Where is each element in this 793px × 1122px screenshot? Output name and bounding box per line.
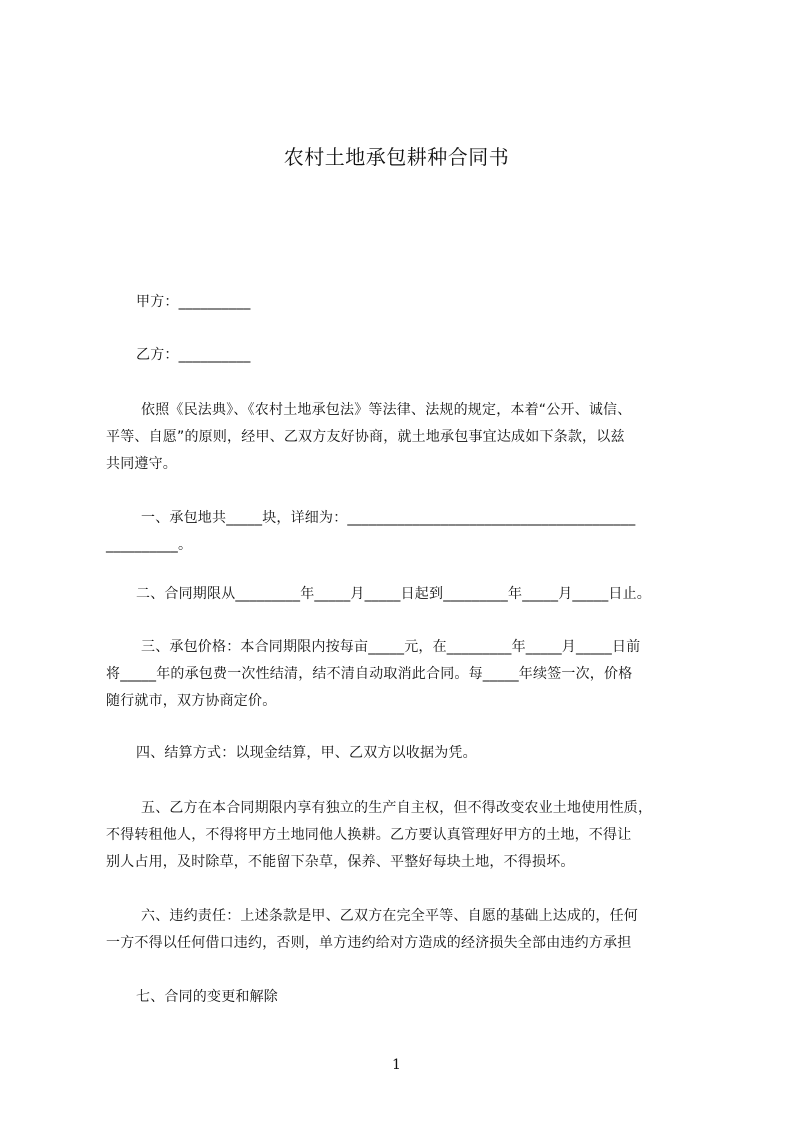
clause-6-line-2: 一方不得以任何借口违约，否则，单方违约给对方造成的经济损失全部由违约方承担 (106, 935, 632, 951)
intro-line-2: 平等、自愿”的原则，经甲、乙双方友好协商，就土地承包事宜达成如下条款，以兹 (106, 429, 625, 445)
clause-3-line-1: 三、承包价格：本合同期限内按每亩_____元，在_________年_____月_____日前 (141, 639, 641, 655)
clause-3-line-2: 将_____年的承包费一次性结清，结不清自动取消此合同。每_____年续签一次，价格 (106, 666, 633, 682)
document-title: 农村土地承包耕种合同书 (283, 145, 510, 169)
party-a-line: 甲方：__________ (136, 294, 251, 310)
clause-1-line-2: __________。 (106, 537, 193, 553)
clause-1-line-1: 一、承包地共_____块，详细为：________________________________________ (141, 510, 636, 526)
clause-6-line-1: 六、违约责任：上述条款是甲、乙双方在完全平等、自愿的基础上达成的，任何 (141, 908, 638, 924)
intro-line-1: 依照《民法典》、《农村土地承包法》等法律、法规的规定，本着“公开、诚信、 (141, 402, 632, 418)
page-number: 1 (392, 1057, 401, 1073)
clause-2-line-1: 二、合同期限从_________年_____月_____日起到_________年_____月_____日止。 (136, 586, 651, 602)
clause-5-line-3: 别人占用，及时除草，不能留下杂草，保养、平整好每块土地，不得损坏。 (106, 854, 575, 870)
clause-5-line-1: 五、乙方在本合同期限内享有独立的生产自主权，但不得改变农业土地使用性质， (141, 800, 653, 816)
intro-line-3: 共同遵守。 (106, 456, 177, 472)
clause-3-line-3: 随行就市，双方协商定价。 (106, 693, 277, 709)
party-b-line: 乙方：__________ (136, 347, 251, 363)
clause-4-line-1: 四、结算方式：以现金结算，甲、乙双方以收据为凭。 (136, 745, 477, 761)
clause-7-line-1: 七、合同的变更和解除 (136, 989, 278, 1005)
clause-5-line-2: 不得转租他人，不得将甲方土地同他人换耕。乙方要认真管理好甲方的土地，不得让 (106, 827, 632, 843)
